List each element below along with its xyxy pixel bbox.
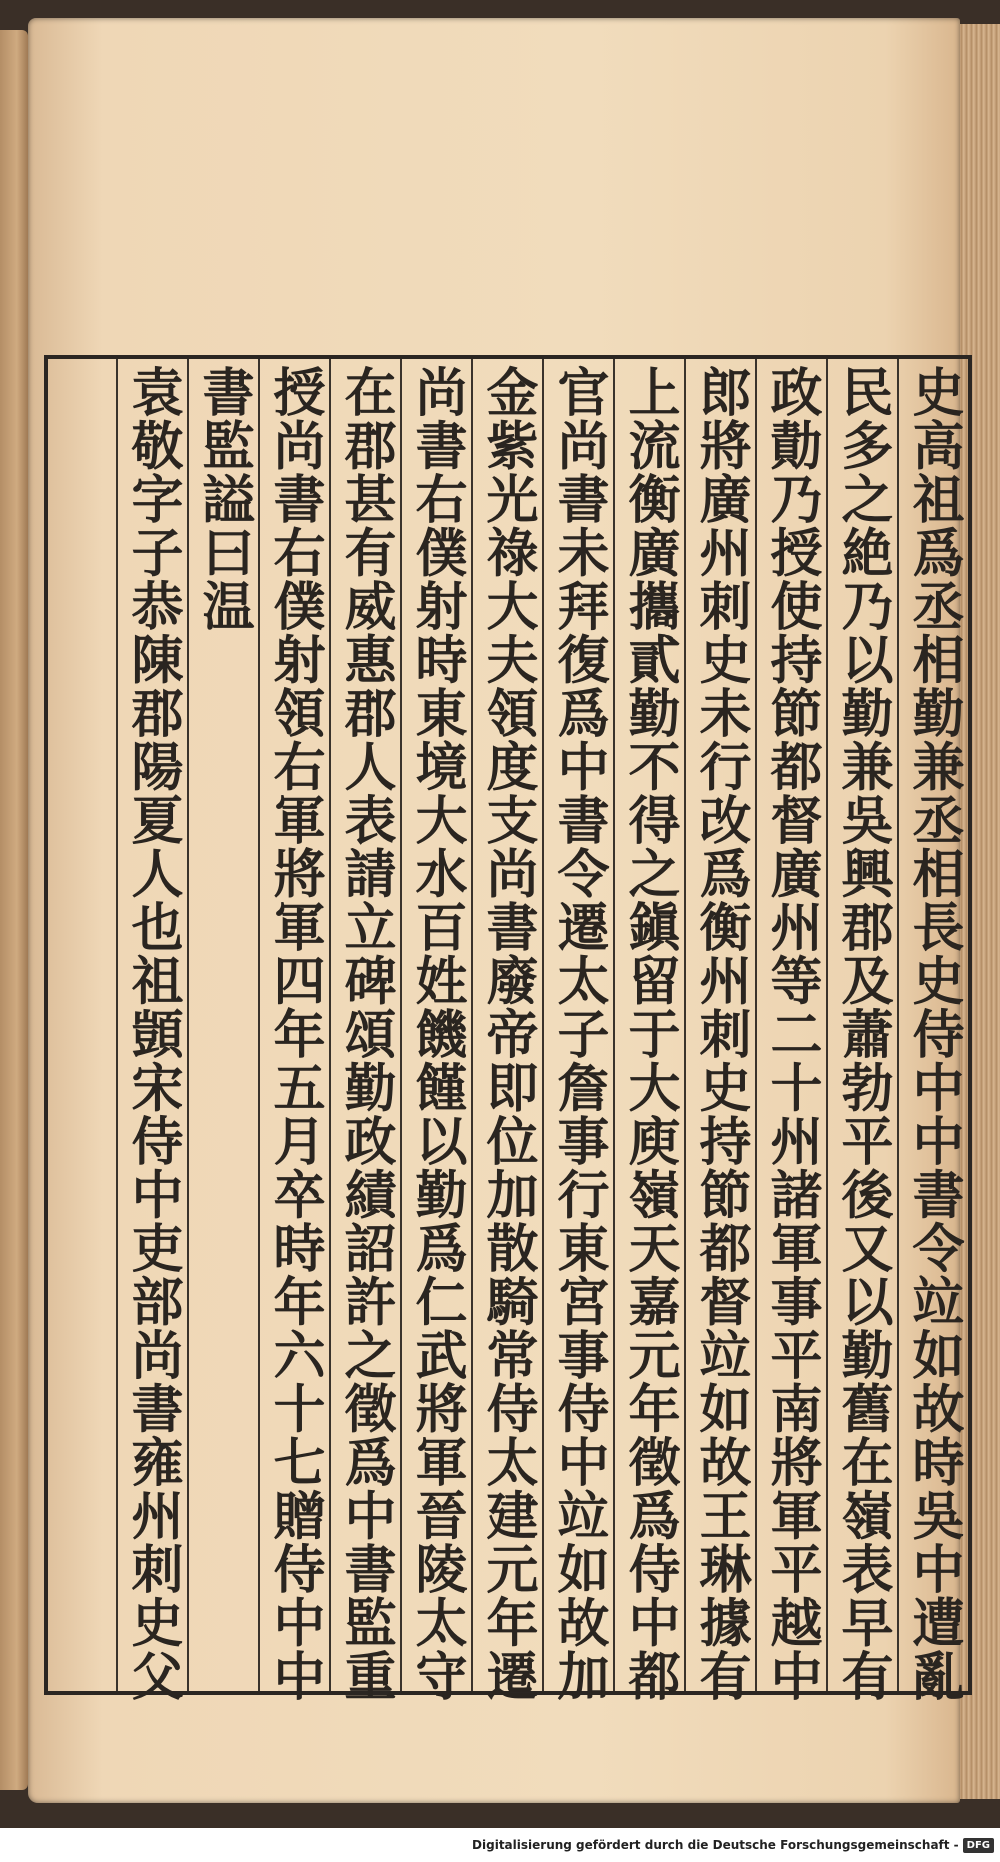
- column-rule: [187, 359, 189, 1691]
- text-column-2: 民多之絶乃以勤兼吳興郡及蕭勃平後又以勤舊在嶺表早有: [832, 365, 893, 1703]
- credit-text: Digitalisierung gefördert durch die Deutsche Forschungsgemeinschaft -: [472, 1838, 959, 1852]
- column-rule: [613, 359, 615, 1691]
- column-rule: [471, 359, 473, 1691]
- column-rule: [897, 359, 899, 1691]
- facing-page-edge: [0, 30, 28, 1790]
- text-column-10: 授尚書右僕射領右軍將軍四年五月卒時年六十七贈侍中中: [264, 365, 325, 1703]
- column-rule: [542, 359, 544, 1691]
- column-rule: [329, 359, 331, 1691]
- text-column-8: 尚書右僕射時東境大水百姓饑饉以勤爲仁武將軍晉陵太守: [406, 365, 467, 1703]
- column-rule: [826, 359, 828, 1691]
- text-column-11: 書監謚曰温: [193, 365, 254, 633]
- column-rule: [116, 359, 118, 1691]
- column-rule: [400, 359, 402, 1691]
- text-column-4: 郎將廣州刺史未行改爲衡州刺史持節都督竝如故王琳據有: [690, 365, 751, 1703]
- column-rule: [258, 359, 260, 1691]
- text-column-1: 史高祖爲丞相勤兼丞相長史侍中中書令竝如故時吳中遭亂: [903, 365, 964, 1703]
- dfg-logo: DFG: [963, 1838, 994, 1853]
- text-column-5: 上流衡廣攜貳勤不得之鎭留于大庾嶺天嘉元年徵爲侍中都: [619, 365, 680, 1703]
- text-column-6: 官尚書未拜復爲中書令遷太子詹事行東宮事侍中竝如故加: [548, 365, 609, 1703]
- column-rule: [684, 359, 686, 1691]
- text-column-3: 政勣乃授使持節都督廣州等二十州諸軍事平南將軍平越中: [761, 365, 822, 1703]
- text-column-7: 金紫光祿大夫領度支尚書廢帝即位加散騎常侍太建元年遷: [477, 365, 538, 1703]
- text-frame: [44, 355, 972, 1703]
- text-column-12: 袁敬字子恭陳郡陽夏人也祖顗宋侍中吏部尚書雍州刺史父: [122, 365, 183, 1703]
- digitization-credit-bar: [0, 1828, 1000, 1862]
- text-column-9: 在郡甚有威惠郡人表請立碑頌勤政績詔許之徵爲中書監重: [335, 365, 396, 1703]
- column-rule: [755, 359, 757, 1691]
